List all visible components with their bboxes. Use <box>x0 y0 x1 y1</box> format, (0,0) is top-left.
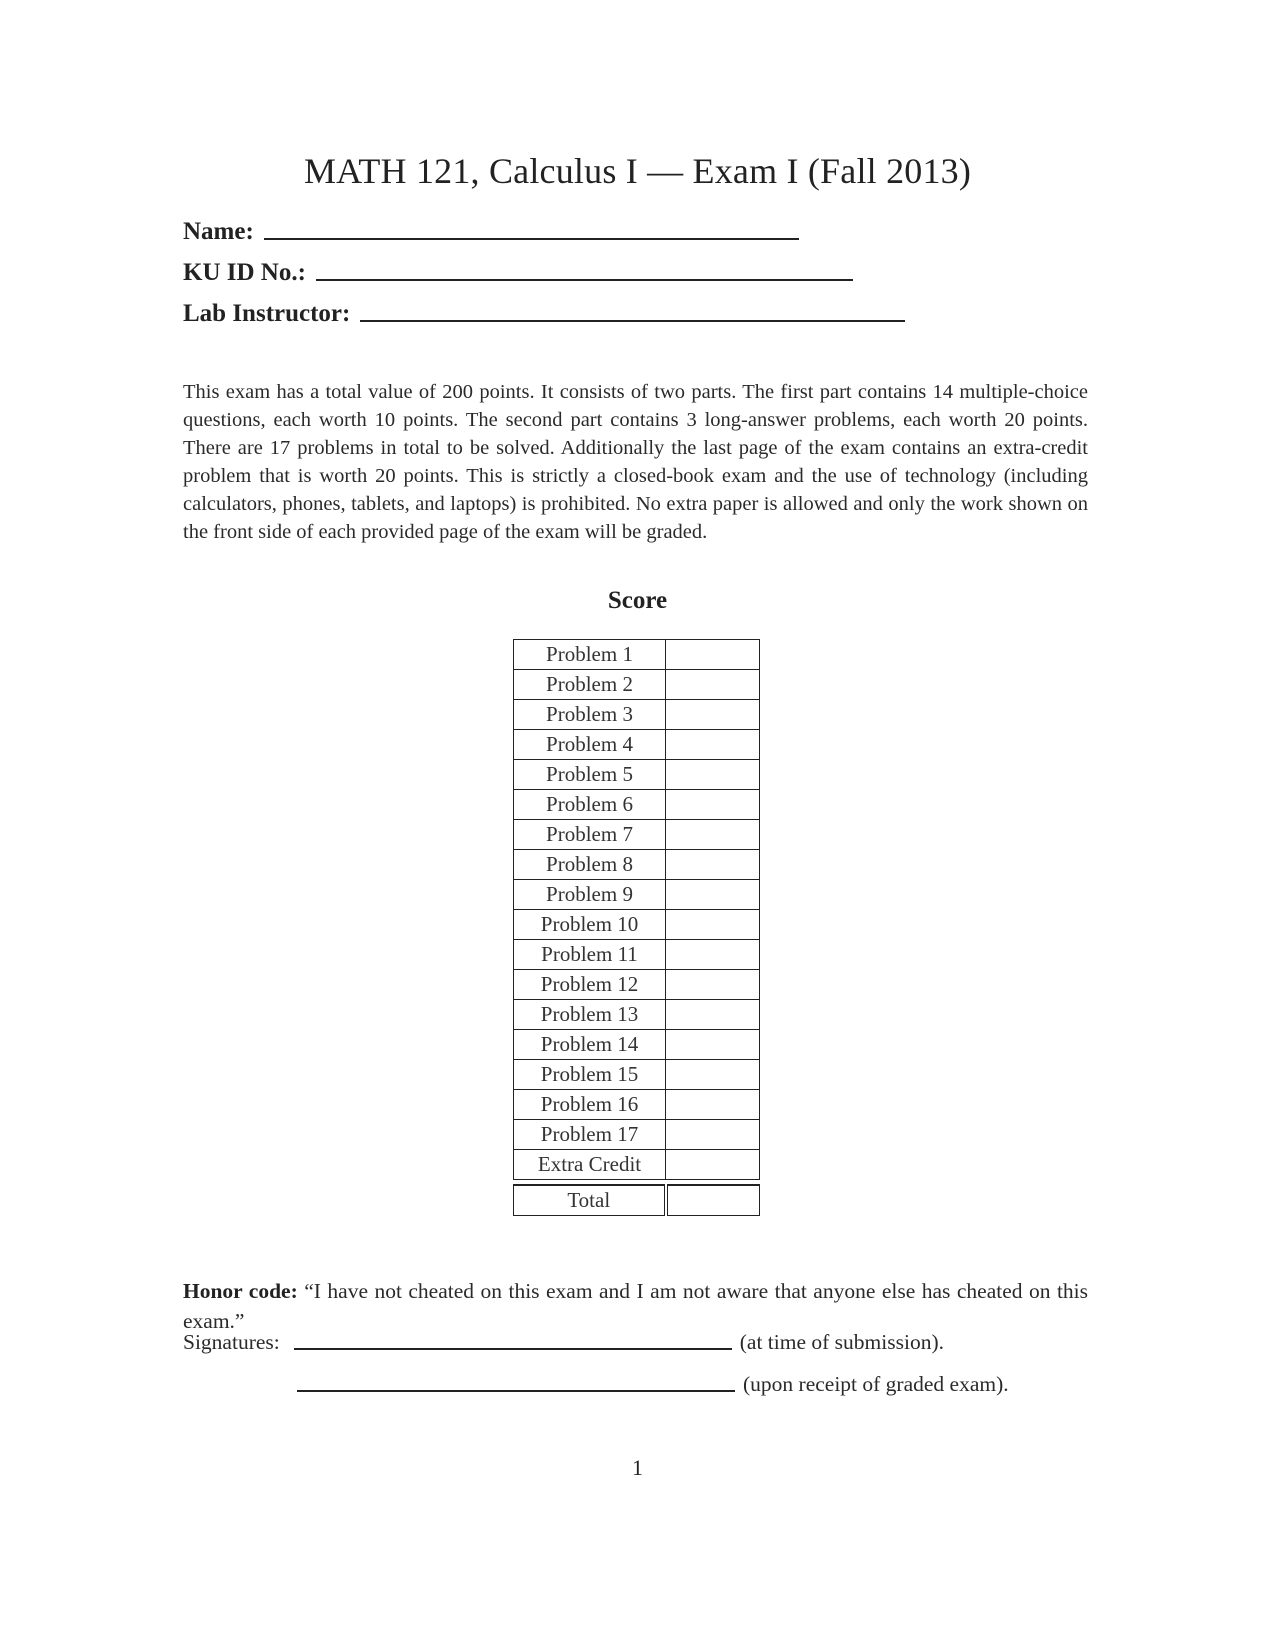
signature-line-submission[interactable] <box>294 1348 732 1350</box>
score-cell <box>666 1000 760 1030</box>
score-row <box>514 850 760 880</box>
score-row-label: Problem 12 <box>514 970 666 1000</box>
score-cell <box>666 790 760 820</box>
score-cell <box>666 640 760 670</box>
page-number: 1 <box>632 1455 643 1480</box>
score-cell <box>666 670 760 700</box>
score-cell <box>666 730 760 760</box>
score-row-label: Problem 11 <box>514 940 666 970</box>
score-cell <box>666 850 760 880</box>
score-row <box>514 970 760 1000</box>
score-cell <box>666 970 760 1000</box>
score-cell <box>666 760 760 790</box>
signature-row-submission <box>183 1330 944 1355</box>
score-row <box>514 700 760 730</box>
score-row-label: Problem 17 <box>514 1120 666 1150</box>
score-total-label: Total <box>514 1185 666 1216</box>
exam-instructions: This exam has a total value of 200 points. It consists of two parts. The first part contains 14 multiple-choice questions, each worth 10 points. The second part contains 3 long-answer problems, each worth 20 points. There are 17 problems in total to be solved. Additionally the last page of the exam contains an extra-credit problem that is worth 20 points. This is strictly a closed-book exam and the use of technology (including calculators, phones, tablets, and laptops) is prohibited. No extra paper is allowed and only the work shown on the front side of each provided page of the exam will be graded. <box>183 381 1088 543</box>
score-heading: Score <box>607 587 668 614</box>
score-cell <box>666 1150 760 1180</box>
score-row <box>514 1060 760 1090</box>
score-row-label: Problem 8 <box>514 850 666 880</box>
score-row-label: Problem 16 <box>514 1090 666 1120</box>
score-row-label: Problem 1 <box>514 640 666 670</box>
score-row <box>514 1030 760 1060</box>
score-row-label: Problem 15 <box>514 1060 666 1090</box>
score-table <box>513 639 760 1216</box>
score-row-label: Problem 5 <box>514 760 666 790</box>
score-row-label: Problem 10 <box>514 910 666 940</box>
lab-instructor-field <box>183 300 905 328</box>
score-cell <box>666 700 760 730</box>
name-label: Name: <box>183 218 254 245</box>
score-total-row <box>514 1185 760 1216</box>
score-row-label: Problem 4 <box>514 730 666 760</box>
name-field <box>183 218 799 246</box>
score-cell <box>666 1090 760 1120</box>
score-row-label: Problem 2 <box>514 670 666 700</box>
ku-id-label: KU ID No.: <box>183 259 306 286</box>
score-row <box>514 730 760 760</box>
lab-instructor-label: Lab Instructor: <box>183 300 351 327</box>
score-row <box>514 790 760 820</box>
score-row-label: Extra Credit <box>514 1150 666 1180</box>
score-row <box>514 940 760 970</box>
score-cell <box>666 1060 760 1090</box>
honor-code <box>183 1276 1088 1336</box>
score-row <box>514 880 760 910</box>
honor-code-label: Honor code: <box>183 1279 298 1303</box>
signatures-label: Signatures: <box>183 1330 280 1354</box>
score-row <box>514 910 760 940</box>
signature-line-graded[interactable] <box>297 1390 735 1392</box>
score-row <box>514 1090 760 1120</box>
score-cell <box>666 820 760 850</box>
ku-id-blank-line[interactable] <box>316 277 853 281</box>
score-row-label: Problem 9 <box>514 880 666 910</box>
score-row <box>514 1120 760 1150</box>
score-row <box>514 1150 760 1180</box>
score-row-label: Problem 7 <box>514 820 666 850</box>
score-row-label: Problem 6 <box>514 790 666 820</box>
score-row-label: Problem 3 <box>514 700 666 730</box>
score-row-label: Problem 13 <box>514 1000 666 1030</box>
score-cell <box>666 910 760 940</box>
score-cell <box>666 940 760 970</box>
score-cell <box>666 880 760 910</box>
signature-row-graded <box>297 1372 1009 1397</box>
score-row <box>514 820 760 850</box>
signature-note-graded: (upon receipt of graded exam). <box>743 1372 1009 1396</box>
score-cell <box>666 1030 760 1060</box>
score-row-label: Problem 14 <box>514 1030 666 1060</box>
score-row <box>514 760 760 790</box>
exam-title: MATH 121, Calculus I — Exam I (Fall 2013) <box>303 151 972 191</box>
score-total-cell <box>666 1185 760 1216</box>
score-cell <box>666 1120 760 1150</box>
score-row <box>514 640 760 670</box>
lab-instructor-blank-line[interactable] <box>360 318 905 322</box>
name-blank-line[interactable] <box>264 236 799 240</box>
score-row <box>514 1000 760 1030</box>
signature-note-submission: (at time of submission). <box>739 1330 944 1354</box>
ku-id-field <box>183 259 853 287</box>
honor-code-text: “I have not cheated on this exam and I am not aware that anyone else has cheated on this exam.” <box>183 1279 1089 1333</box>
score-row <box>514 670 760 700</box>
